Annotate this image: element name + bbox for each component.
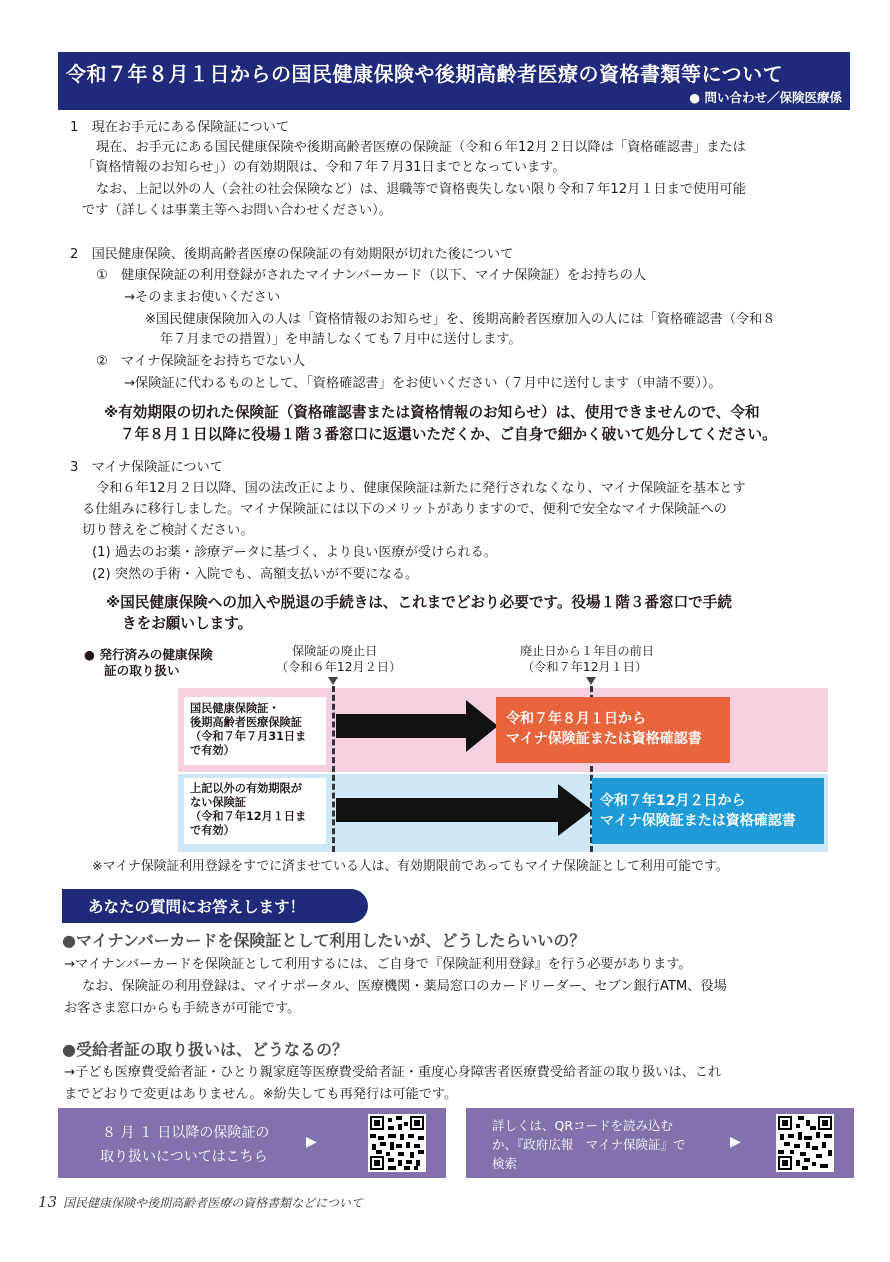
- link-box-right-text: か、『政府広報 マイナ保険証』で: [492, 1137, 686, 1152]
- faq-answer: なお、保険証の利用登録は、マイナポータル、医療機関・薬局窓口のカードリーダー、セブン銀行ATM、役場: [82, 979, 727, 994]
- link-box-right-text: 検索: [492, 1156, 518, 1171]
- section2-note: 年７月までの措置）」を申請しなくても７月中に送付します。: [160, 332, 522, 347]
- link-box-left-text: ８ 月 １ 日以降の保険証の: [102, 1125, 270, 1141]
- faq-question: ●マイナンバーカードを保険証として利用したいが、どうしたらいいの？: [62, 931, 586, 950]
- section2-arrow-text: →保険証に代わるものとして、「資格確認書」をお使いください（７月中に送付します（申請不要））。: [124, 376, 722, 391]
- faq-answer: までどおりで変更はありません。※紛失しても再発行は可能です。: [64, 1087, 458, 1102]
- section2-heading: 2 国民健康保険、後期高齢者医療の保険証の有効期限が切れた後について: [70, 247, 514, 262]
- diagram-label: 証の取り扱い: [104, 663, 180, 678]
- procedure-note: きをお願いします。: [122, 615, 253, 632]
- contact-label: ● 問い合わせ／保険医療係: [689, 90, 842, 105]
- row2-result: [592, 778, 824, 844]
- row1-card-line: 国民健康保険証・: [190, 702, 280, 715]
- section1-text: 「資格情報のお知らせ」）の有効期限は、令和７年７月31日までとなっています。: [82, 160, 566, 175]
- section3-text: 令和６年12月２日以降、国の法改正により、健康保険証は新たに発行されなくなり、マイナ保険証を基本とす: [96, 481, 746, 496]
- section3-text: 切り替えをご検討ください。: [82, 523, 254, 538]
- section2-item: ① 健康保険証の利用登録がされたマイナンバーカード（以下、マイナ保険証）をお持ちの人: [96, 268, 647, 283]
- faq-answer: お客さま窓口からも手続きが可能です。: [64, 1001, 301, 1016]
- section1-text: 現在、お手元にある国民健康保険や後期高齢者医療の保険証（令和６年12月２日以降は「資格確認書」または: [96, 140, 746, 155]
- procedure-note: ※国民健康保険への加入や脱退の手続きは、これまでどおり必要です。役場１階３番窓口で手続: [106, 594, 732, 611]
- faq-answer: →子ども医療費受給者証・ひとり親家庭等医療費受給者証・重度心身障害者医療費受給者証の取り扱いは、これ: [64, 1065, 722, 1080]
- marker-triangle-icon: [586, 677, 596, 685]
- milestone-label: 廃止日から１年目の前日: [520, 644, 655, 658]
- section1-text: です（詳しくは事業主等へお問い合わせください）。: [82, 203, 392, 218]
- qr-code-icon[interactable]: [368, 1114, 426, 1172]
- arrow-right-icon: [336, 700, 498, 752]
- diagram-footnote: ※マイナ保険証利用登録をすでに済ませている人は、有効期限前であってもマイナ保険証として利用可能です。: [92, 859, 729, 874]
- merit-item: (1) 過去のお薬・診療データに基づく、より良い医療が受けられる。: [92, 545, 498, 560]
- row1-result-line: 令和７年８月１日から: [506, 711, 646, 727]
- milestone-label: （令和６年12月２日）: [276, 660, 402, 674]
- faq-answer: →マイナンバーカードを保険証として利用するには、ご自身で『保険証利用登録』を行う必要があります。: [64, 957, 692, 972]
- link-box-right[interactable]: [466, 1108, 854, 1178]
- row1-card-line: で有効）: [190, 744, 235, 757]
- footer: [38, 1193, 363, 1211]
- row1-card-line: 後期高齢者医療保険証: [190, 716, 302, 729]
- play-arrow-icon: ▶: [730, 1134, 741, 1150]
- footer-text: 国民健康保険や後期高齢者医療の資格書類などについて: [63, 1196, 363, 1210]
- row2-card: [184, 778, 326, 844]
- play-arrow-icon: ▶: [306, 1134, 317, 1150]
- merit-item: (2) 突然の手術・入院でも、高額支払いが不要になる。: [92, 567, 419, 582]
- diagram-label: ● 発行済みの健康保険: [84, 647, 213, 662]
- warning-text: ７年８月１日以降に役場１階３番窓口に返還いただくか、ご自身で細かく破いて処分してください。: [120, 426, 777, 443]
- row2-card-line: ない保険証: [190, 796, 246, 809]
- row2-card-line: （令和７年12月１日ま: [190, 810, 307, 823]
- page-number: 13: [38, 1193, 58, 1211]
- qr-code-icon[interactable]: [776, 1114, 834, 1172]
- row2-result-line: マイナ保険証または資格確認書: [600, 813, 796, 829]
- row2-result-line: 令和７年12月２日から: [600, 793, 746, 809]
- faq-banner-text: あなたの質問にお答えします！: [88, 898, 306, 916]
- section3-text: る仕組みに移行しました。マイナ保険証には以下のメリットがありますので、便利で安全なマイナ保険証への: [82, 502, 727, 517]
- row2-card-line: 上記以外の有効期限が: [190, 782, 302, 795]
- section2-item: ② マイナ保険証をお持ちでない人: [96, 354, 306, 369]
- section1-heading: 1 現在お手元にある保険証について: [70, 120, 290, 135]
- link-box-right-text: 詳しくは、QRコードを読み込む: [492, 1118, 674, 1133]
- row1-card: [184, 697, 326, 765]
- link-box-left[interactable]: [58, 1108, 446, 1178]
- section3-heading: 3 マイナ保険証について: [70, 460, 223, 475]
- row1-card-line: （令和７年７月31日ま: [190, 730, 307, 743]
- marker-triangle-icon: [328, 677, 338, 685]
- milestone-label: 保険証の廃止日: [292, 644, 378, 658]
- arrow-right-icon: [336, 784, 592, 836]
- section2-arrow-text: →そのままお使いください: [124, 290, 281, 305]
- link-box-left-text: 取り扱いについてはこちら: [100, 1149, 268, 1165]
- section1-text: なお、上記以外の人（会社の社会保険など）は、退職等で資格喪失しない限り令和７年12月１日まで使用可能: [96, 182, 746, 197]
- row1-result-line: マイナ保険証または資格確認書: [506, 731, 702, 747]
- section2-note: ※国民健康保険加入の人は「資格情報のお知らせ」を、後期高齢者医療加入の人には「資格確認書（令和８: [145, 312, 776, 327]
- row2-card-line: で有効）: [190, 824, 235, 837]
- page-title: 令和７年８月１日からの国民健康保険や後期高齢者医療の資格書類等について: [66, 62, 784, 86]
- timeline-line: [332, 686, 335, 852]
- faq-question: ●受給者証の取り扱いは、どうなるの？: [62, 1040, 348, 1059]
- milestone-label: （令和７年12月１日）: [522, 660, 648, 674]
- warning-text: ※有効期限の切れた保険証（資格確認書または資格情報のお知らせ）は、使用できませんので、令和: [104, 404, 760, 421]
- row1-result: [496, 697, 730, 763]
